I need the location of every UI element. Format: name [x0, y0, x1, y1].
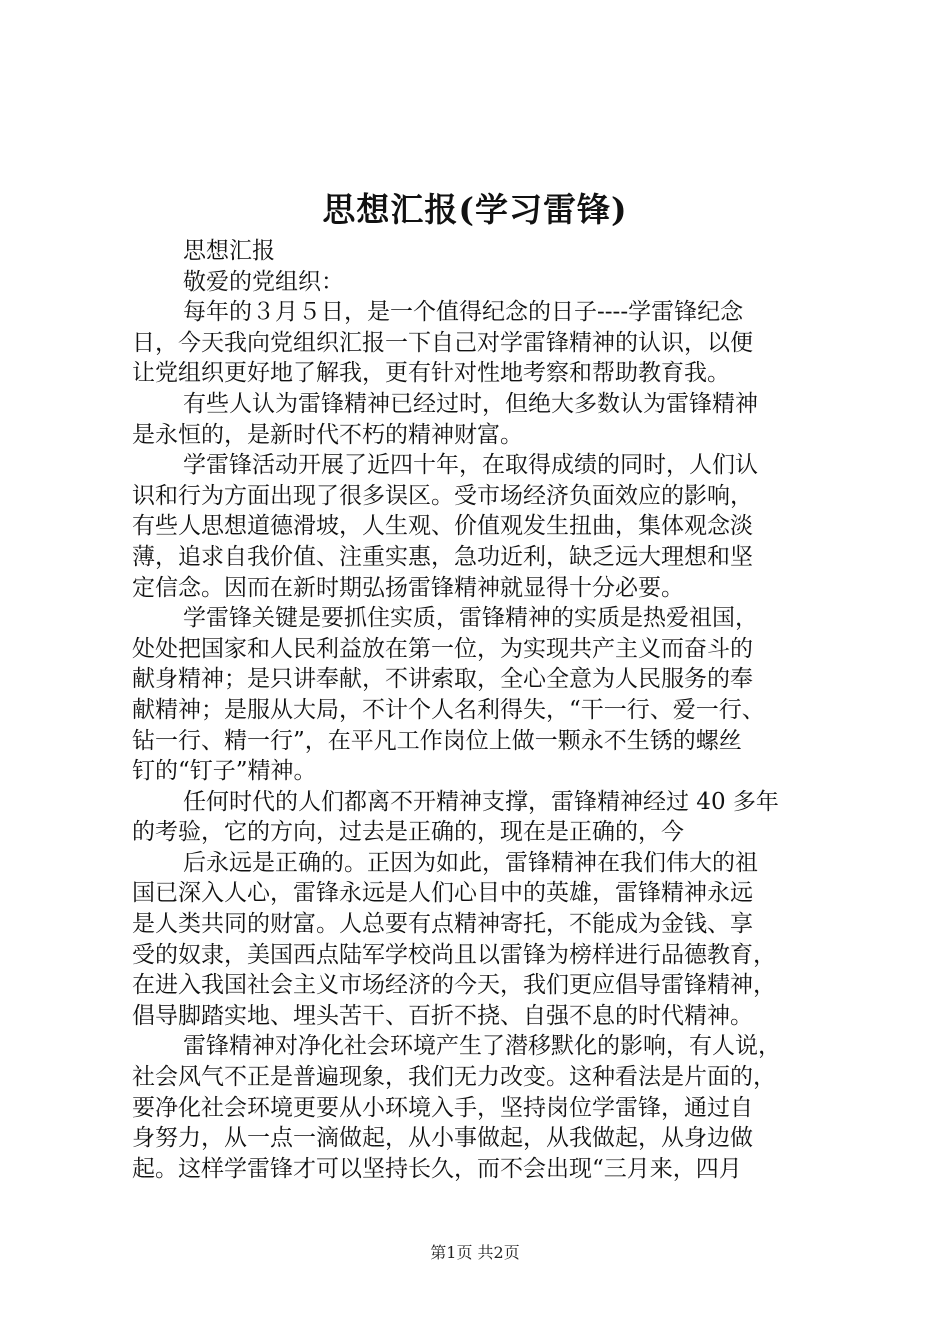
text-line: 有些人思想道德滑坡，人生观、价值观发生扭曲，集体观念淡 — [132, 513, 753, 540]
text-line: 倡导脚踏实地、埋头苦干、百折不挠、自强不息的时代精神。 — [132, 1002, 753, 1029]
text-line: 献精神；是服从大局，不计个人名利得失，“干一行、爱一行、 — [132, 696, 765, 723]
text-line: 要净化社会环境更要从小环境入手，坚持岗位学雷锋，通过自 — [132, 1094, 753, 1121]
text-line: 后永远是正确的。正因为如此，雷锋精神在我们伟大的祖 — [183, 849, 758, 876]
text-line: 有些人认为雷锋精神已经过时，但绝大多数认为雷锋精神 — [183, 390, 758, 417]
text-line: 任何时代的人们都离不开精神支撑，雷锋精神经过 40 多年 — [183, 788, 779, 815]
text-line: 在进入我国社会主义市场经济的今天，我们更应倡导雷锋精神， — [132, 972, 776, 999]
text-line: 敬爱的党组织： — [183, 268, 344, 295]
text-line: 让党组织更好地了解我，更有针对性地考察和帮助教育我。 — [132, 360, 730, 387]
text-line: 社会风气不正是普遍现象，我们无力改变。这种看法是片面的， — [132, 1064, 776, 1091]
text-line: 钻一行、精一行”，在平凡工作岗位上做一颗永不生锈的螺丝 — [132, 727, 742, 754]
text-line: 处处把国家和人民利益放在第一位，为实现共产主义而奋斗的 — [132, 635, 753, 662]
text-line: 身努力，从一点一滴做起，从小事做起，从我做起，从身边做 — [132, 1125, 753, 1152]
page-indicator: 第1页 共2页 — [430, 1243, 520, 1262]
text-line: 学雷锋关键是要抓住实质，雷锋精神的实质是热爱祖国， — [183, 605, 758, 632]
text-line: 雷锋精神对净化社会环境产生了潜移默化的影响，有人说， — [183, 1033, 781, 1060]
text-line: 钉的“钉子”精神。 — [132, 758, 317, 785]
text-line: 定信念。因而在新时期弘扬雷锋精神就显得十分必要。 — [132, 574, 684, 601]
document-body — [132, 236, 832, 1184]
text-line: 是永恒的，是新时代不朽的精神财富。 — [132, 421, 523, 448]
text-line: 受的奴隶，美国西点陆军学校尚且以雷锋为榜样进行品德教育， — [132, 941, 776, 968]
document-title: 思想汇报(学习雷锋) — [322, 190, 628, 229]
text-line: 的考验，它的方向，过去是正确的，现在是正确的，今 — [132, 819, 684, 846]
text-line: 国已深入人心，雷锋永远是人们心目中的英雄，雷锋精神永远 — [132, 880, 753, 907]
text-line: 每年的３月５日，是一个值得纪念的日子----学雷锋纪念 — [183, 299, 744, 326]
text-line: 思想汇报 — [183, 238, 275, 264]
text-line: 识和行为方面出现了很多误区。受市场经济负面效应的影响， — [132, 482, 753, 509]
text-line: 起。这样学雷锋才可以坚持长久，而不会出现“三月来，四月 — [132, 1155, 742, 1182]
text-line: 日，今天我向党组织汇报一下自己对学雷锋精神的认识，以便 — [132, 329, 753, 356]
text-line: 献身精神；是只讲奉献，不讲索取，全心全意为人民服务的奉 — [132, 666, 753, 693]
text-line: 学雷锋活动开展了近四十年，在取得成绩的同时，人们认 — [183, 452, 758, 479]
text-line: 薄，追求自我价值、注重实惠，急功近利，缺乏远大理想和坚 — [132, 543, 753, 570]
text-line: 是人类共同的财富。人总要有点精神寄托，不能成为金钱、享 — [132, 911, 753, 938]
